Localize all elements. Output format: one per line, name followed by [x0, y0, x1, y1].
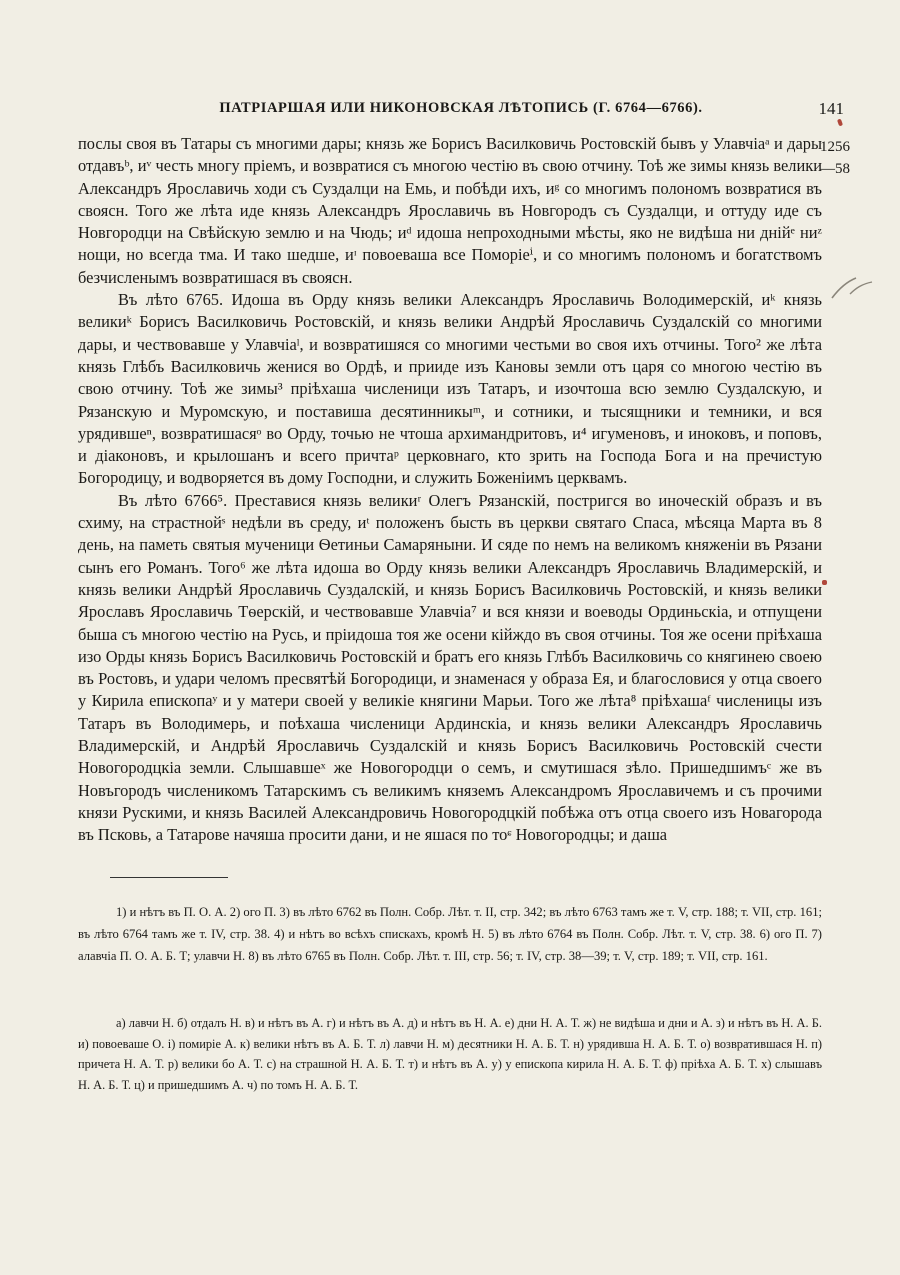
- paragraph-year-6766: Въ лѣто 6766⁵. Преставися князь великиʳ Олегъ Рязанскій, постригся во иноческій образъ и въ схиму, на страстнойˢ недѣли въ среду, иᵗ положенъ бысть въ церкви святаго Спаса, мѣсяца Марта въ 8 день, на паметь святыя мученици Ѳетиньи Самаряныни. И сяде по немъ на великомъ княженіи въ Рязани сынъ его Романъ. Того⁶ же лѣта идоша во Орду князь велики Александръ Ярославичь Владимерскій, и князь велики Андрѣй Ярославичь Суздалскій, и князь Борисъ Василковичь Ростовскій, и князь велики Ярославъ Ярославичь Тѳерскій, и чествовавше Улавчіа⁷ и вся князи и воеводы Ординьскіа, и отпущени быша съ многою честію на Русь, и пріидоша тоя же осени кійждо въ своя отчины. Тоя же осени пріѣхаша изо Орды князь Борисъ Василковичь Ростовскій и братъ его князь Глѣбъ Василковичь со княгинею своею въ Ростовъ, и удари челомъ пресвятѣй Богородици, и знаменася у образа Ея, и благословися у отца своего у Кирила епископаʸ и у матери своей у великіе княгини Марьи. Того же лѣта⁸ пріѣхашаᶠ численицы изъ Татаръ въ Володимерь, и поѣхаша численици Ардинскіа, и князь велики Александръ Ярославичь Владимерскій, и Андрѣй Ярославичь Суздалскій и князь Борисъ Василковичь Ростовскій счести Новогородцкіа земли. Слышавшеˣ же Новогородци о семъ, и смутишася зѣло. Пришедшимъᶜ же въ Новъгородъ численикомъ Татарскимъ съ великимъ княземъ Александромъ Ярославичемъ и съ прочими князи Рускими, и князь Василей Александровичь Новогородцкій побѣжа отъ отца своего изъ Новагорода въ Псковь, а Татарове начяша просити дани, и не яшася по тоᶝ Новогородцы; и даша: [78, 490, 822, 845]
- footnote-divider: [110, 877, 228, 878]
- margin-year-start: 1256: [820, 139, 850, 155]
- paragraph-year-6765: Въ лѣто 6765. Идоша въ Орду князь велики Александръ Ярославичь Володимерскій, иᵏ князь великиᵏ Борисъ Василковичь Ростовскій, и князь велики Андрѣй Ярославичь Суздалскій со многими дары, и чествовавше у Улавчіаˡ, и возвратишяся со многими честьми во своя ихъ отчины. Того² же лѣта князь Глѣбъ Василковичь женися во Ордѣ, и прииде изъ Кановы земли отъ царя со многою честію въ свою отчину. Тоѣ же зимы³ пріѣхаша численици изъ Татаръ, и изочтоша всю землю Суздалскую, и Рязанскую и Муромскую, и поставиша десятинникыᵐ, и сотники, и тысящники и темники, и вся урядившеⁿ, возвратишасяᵒ во Орду, точью не чтоша архимандритовъ, и⁴ игуменовъ, и иноковъ, и поповъ, и діаконовъ, и крылошанъ и всего причтаᵖ церковнаго, кто зрить на Господа Бога и на пречистую Богородицу, и водворяется въ дому Господни, и служить Боженіимъ церквамъ.: [78, 290, 822, 488]
- page-header: [78, 100, 844, 124]
- paragraph-continuation: послы своя въ Татары съ многими дары; князь же Борисъ Василковичь Ростовскій бывъ у Улавчіаᵃ и дары отдавъᵇ, иᵛ честь многу пріемъ, и возвратися съ многою честію въ свою отчину. Тоѣ же зимы князь велики Александръ Ярославичь ходи съ Суздалци на Емь, и побѣди ихъ, иᵍ со многимъ полономъ возвратися въ своясн. Того же лѣта иде князь Александръ Ярославичь въ Новгородъ съ Суздалци, и оттуду иде съ Новгородци на Свѣйскую землю и на Чюдь; иᵈ идоша непроходными мѣсты, яко не видѣша ни днійᵉ ниᶻ нощи, но всегда тма. И тако шедше, иᶦ повоеваша все Поморіеⁱ, и со многимъ полономъ и богатствомъ безчисленымъ возвратишася въ своясн.: [78, 134, 822, 287]
- chronicle-text: [78, 133, 822, 847]
- lettered-variant-notes: [78, 1013, 822, 1095]
- numbered-footnotes: [78, 901, 822, 967]
- pencil-annotation-icon: [828, 272, 876, 306]
- running-title: ПАТРІАРШАЯ ИЛИ НИКОНОВСКАЯ ЛѢТОПИСЬ (Г. 6764—6766).: [219, 100, 703, 116]
- variants-text: а) лавчи Н. б) отдалъ Н. в) и нѣтъ въ А. г) и нѣтъ въ А. д) и нѣтъ въ Н. А. е) дни Н. А. Т. ж) не видѣша и дни и А. з) и нѣтъ въ Н. А. Б. и) повоеваше О. і) помиріе А. к) велики нѣтъ въ А. Б. Т. л) лавчи Н. м) десятники Н. А. Б. Т. н) урядивша Н. А. Б. Т. о) возвратившася Н. п) причета Н. А. Т. р) велики бо А. Т. с) на страшной Н. А. Б. Т. т) и нѣтъ въ А. у) у епископа кирила Н. А. Б. Т. ф) пріѣха А. Б. Т. х) слышавъ Н. А. Б. Т. ц) и пришедшимъ А. ч) по томъ Н. А. Б. Т.: [78, 1016, 822, 1092]
- red-dot-mark: [822, 580, 827, 585]
- margin-year-range: [820, 136, 850, 180]
- margin-year-end: —58: [820, 161, 850, 177]
- page-number: 141: [818, 99, 844, 118]
- footnotes-text: 1) и нѣтъ въ П. О. А. 2) ого П. 3) въ лѣто 6762 въ Полн. Собр. Лѣт. т. II, стр. 342; въ лѣто 6763 тамъ же т. V, стр. 188; т. VII, стр. 161; въ лѣто 6764 тамъ же т. IV, стр. 38. 4) и нѣтъ во всѣхъ спискахъ, кромѣ Н. 5) въ лѣто 6764 въ Полн. Собр. Лѣт. т. V, стр. 38. 6) ого П. 7) алавчіа П. О. А. Б. Т; улавчи Н. 8) въ лѣто 6765 въ Полн. Собр. Лѣт. т. III, стр. 56; т. IV, стр. 38—39; т. V, стр. 189; т. VII, стр. 161.: [78, 905, 822, 963]
